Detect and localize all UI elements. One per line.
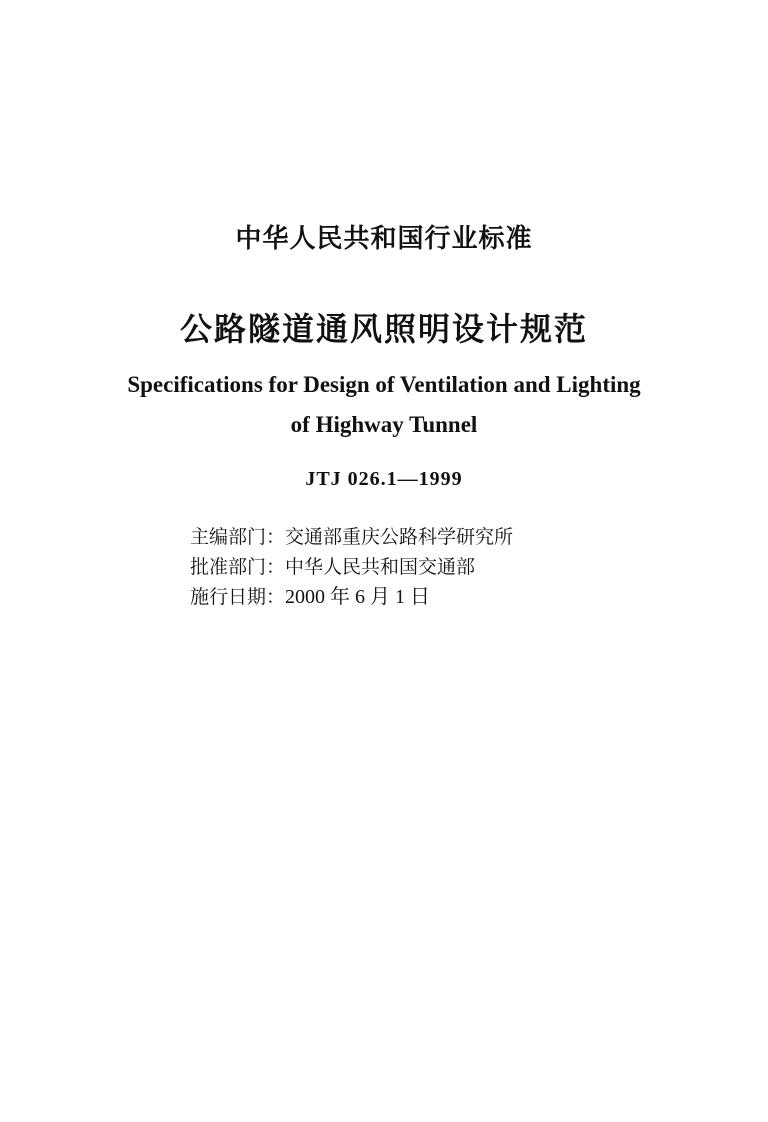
info-row-editor <box>190 522 513 552</box>
info-value: 交通部重庆公路科学研究所 <box>285 526 514 548</box>
industry-standard-heading: 中华人民共和国行业标准 <box>235 224 533 254</box>
standard-code: JTJ 026.1—1999 <box>305 468 463 490</box>
document-title-english-line2: of Highway Tunnel <box>290 412 478 437</box>
info-label: 主编部门： <box>190 526 286 548</box>
document-title-english-line1: Specifications for Design of Ventilation and Lighting <box>127 372 641 397</box>
info-label: 施行日期： <box>190 586 286 608</box>
document-title-chinese: 公路隧道通风照明设计规范 <box>179 310 588 348</box>
publication-info <box>190 522 513 612</box>
info-label: 批准部门： <box>190 556 286 578</box>
info-row-effective-date <box>190 582 513 612</box>
info-value: 2000 年 6 月 1 日 <box>285 586 431 608</box>
info-value: 中华人民共和国交通部 <box>285 556 476 578</box>
info-row-approver <box>190 552 513 582</box>
